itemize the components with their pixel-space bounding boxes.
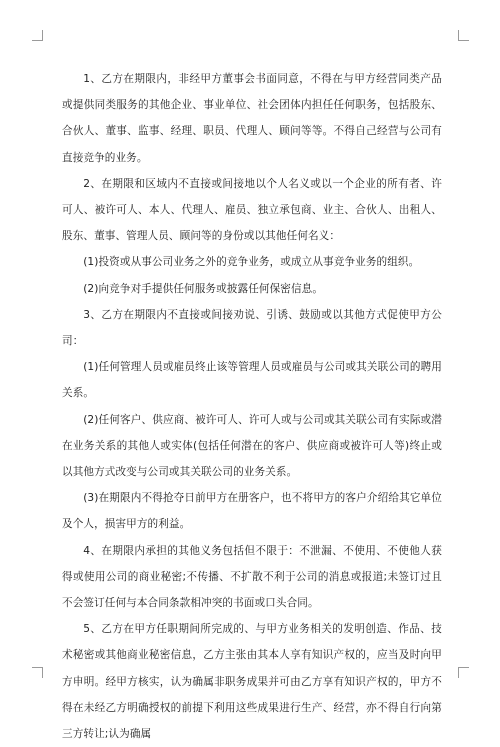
paragraph-clause-4: 4、在期限内承担的其他义务包括但不限于：不泄漏、不使用、不使他人获得或使用公司的商业秘密;不传播、不扩散不利于公司的消息或报道;未签订过且不会签订任何与本合同条款相冲突的书面或口头合同。 <box>62 544 442 610</box>
paragraph-clause-5: 5、乙方在甲方任职期间所完成的、与甲方业务相关的发明创造、作品、技术秘密或其他商业秘密信息，乙方主张由其本人享有知识产权的，应当及时向甲方申明。经甲方核实，认为确属非职务成果并可由乙方享有知识产权的，甲方不得在未经乙方明确授权的前提下利用这些成果进行生产、经营，亦不得自行向第三方转让;认为确属 <box>62 623 442 741</box>
paragraph-clause-3-item-1: (1)任何管理人员或雇员终止该等管理人员或雇员与公司或其关联公司的聘用关系。 <box>62 361 442 400</box>
page-corner-mark-bottom-right <box>458 667 469 678</box>
paragraph-clause-3-item-2: (2)任何客户、供应商、被许可人、许可人或与公司或其关联公司有实际或潜在业务关系的其他人或实体(包括任何潜在的客户、供应商或被许可人等)终止或以其他方式改变与公司或其关联公司的业务关系。 <box>62 413 442 479</box>
paragraph-clause-1: 1、乙方在期限内，非经甲方董事会书面同意，不得在与甲方经营同类产品或提供同类服务的其他企业、事业单位、社会团体内担任任何职务，包括股东、合伙人、董事、监事、经理、职员、代理人、顾问等等。不得自己经营与公司有直接竞争的业务。 <box>62 73 442 164</box>
paragraph-clause-2-item-1: (1)投资或从事公司业务之外的竞争业务，或成立从事竞争业务的组织。 <box>83 256 420 269</box>
document-body <box>62 66 442 747</box>
page-corner-mark-top-right <box>458 30 469 41</box>
page-corner-mark-top-left <box>32 30 43 41</box>
paragraph-clause-3: 3、乙方在期限内不直接或间接劝说、引诱、鼓励或以其他方式促使甲方公司： <box>62 308 442 348</box>
paragraph-clause-2-item-2: (2)向竞争对手提供任何服务或披露任何保密信息。 <box>83 282 324 295</box>
paragraph-clause-3-item-3: (3)在期限内不得抢夺日前甲方在册客户，也不将甲方的客户介绍给其它单位及个人，损害甲方的利益。 <box>62 492 442 531</box>
page-corner-mark-bottom-left <box>32 667 43 678</box>
paragraph-clause-2: 2、在期限和区域内不直接或间接地以个人名义或以一个企业的所有者、许可人、被许可人、本人、代理人、雇员、独立承包商、业主、合伙人、出租人、股东、董事、管理人员、顾问等的身份或以其他任何名义： <box>62 177 442 243</box>
